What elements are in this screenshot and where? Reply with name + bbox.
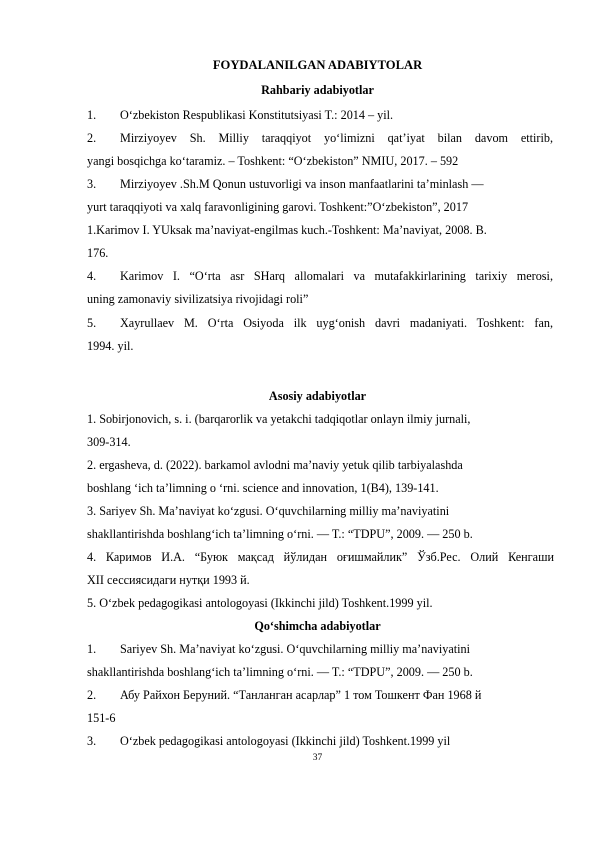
reference-line: 4. Каримов И.А. “Буюк мақсад йўлидан оғишмайлик” Ўзб.Рес. Олий Кенгаши	[87, 550, 554, 564]
reference-line: O‘zbekiston Respublikasi Konstitutsiyasi T.: 2014 – yil.	[120, 108, 394, 122]
page-title: FOYDALANILGAN ADABIYTOLAR	[212, 58, 423, 72]
reference-line: boshlang ‘ich ta’limning o ‘rni. science and innovation, 1(B4), 139-141.	[87, 481, 439, 495]
list-number: 1.	[87, 642, 97, 656]
reference-line: 5. O‘zbek pedagogikasi antologoyasi (Ikkinchi jild) Toshkent.1999 yil.	[87, 596, 433, 610]
reference-line: XII сессиясидаги нутқи 1993 й.	[87, 573, 250, 587]
list-number: 4.	[87, 269, 97, 283]
page-number: 37	[312, 753, 323, 763]
section-heading-rahbariy: Rahbariy adabiyotlar	[261, 83, 374, 97]
section-heading-qoshimcha: Qo‘shimcha adabiyotlar	[254, 619, 381, 633]
reference-line: uning zamonaviy sivilizatsiya rivojidagi roli”	[87, 292, 309, 306]
reference-line: Абу Райхон Беруний. “Танланган асарлар” 1 том Тошкент Фан 1968 й	[120, 688, 482, 702]
list-number: 3.	[87, 177, 97, 191]
reference-line: 176.	[87, 246, 109, 260]
reference-line: Mirziyoyev .Sh.M Qonun ustuvorligi va inson manfaatlarini ta’minlash —	[120, 177, 484, 191]
list-number: 3.	[87, 734, 97, 748]
reference-line: yangi bosqichga ko‘taramiz. – Toshkent: “O‘zbekiston” NMIU, 2017. – 592	[87, 154, 459, 168]
reference-line: 309-314.	[87, 435, 131, 449]
reference-line: shakllantirishda boshlang‘ich ta’limning o‘rni. — T.: “TDPU”, 2009. — 250 b.	[87, 665, 473, 679]
reference-line: Xayrullaev M. O‘rta Osiyoda ilk uyg‘onish davri madaniyati. Toshkent: fan,	[120, 316, 553, 330]
reference-line: 151-6	[87, 711, 116, 725]
reference-line: 3. Sariyev Sh. Ma’naviyat ko‘zgusi. O‘quvchilarning milliy ma’naviyatini	[87, 504, 450, 518]
reference-line: O‘zbek pedagogikasi antologoyasi (Ikkinchi jild) Toshkent.1999 yil	[120, 734, 451, 748]
reference-line: Karimov I. “O‘rta asr SHarq allomalari va mutafakkirlarining tarixiy merosi,	[120, 269, 553, 283]
reference-line: shakllantirishda boshlang‘ich ta’limning o‘rni. — T.: “TDPU”, 2009. — 250 b.	[87, 527, 473, 541]
reference-line: 1.Karimov I. YUksak ma’naviyat-engilmas kuch.-Toshkent: Ma’naviyat, 2008. B.	[87, 223, 487, 237]
reference-line: 1994. yil.	[87, 339, 134, 353]
reference-line: 2. ergasheva, d. (2022). barkamol avlodni ma’naviy yetuk qilib tarbiyalashda	[87, 458, 463, 472]
reference-line: 1. Sobirjonovich, s. i. (barqarorlik va yetakchi tadqiqotlar onlayn ilmiy jurnali,	[87, 412, 471, 426]
list-number: 2.	[87, 688, 97, 702]
reference-line: Mirziyoyev Sh. Milliy taraqqiyot yo‘limizni qat’iyat bilan davom ettirib,	[120, 131, 553, 145]
list-number: 1.	[87, 108, 97, 122]
list-number: 5.	[87, 316, 97, 330]
list-number: 2.	[87, 131, 97, 145]
reference-line: Sariyev Sh. Ma’naviyat ko‘zgusi. O‘quvchilarning milliy ma’naviyatini	[120, 642, 470, 656]
section-heading-asosiy: Asosiy adabiyotlar	[268, 389, 367, 403]
reference-line: yurt taraqqiyoti va xalq faravonligining garovi. Toshkent:”O‘zbekiston”, 2017	[87, 200, 469, 214]
